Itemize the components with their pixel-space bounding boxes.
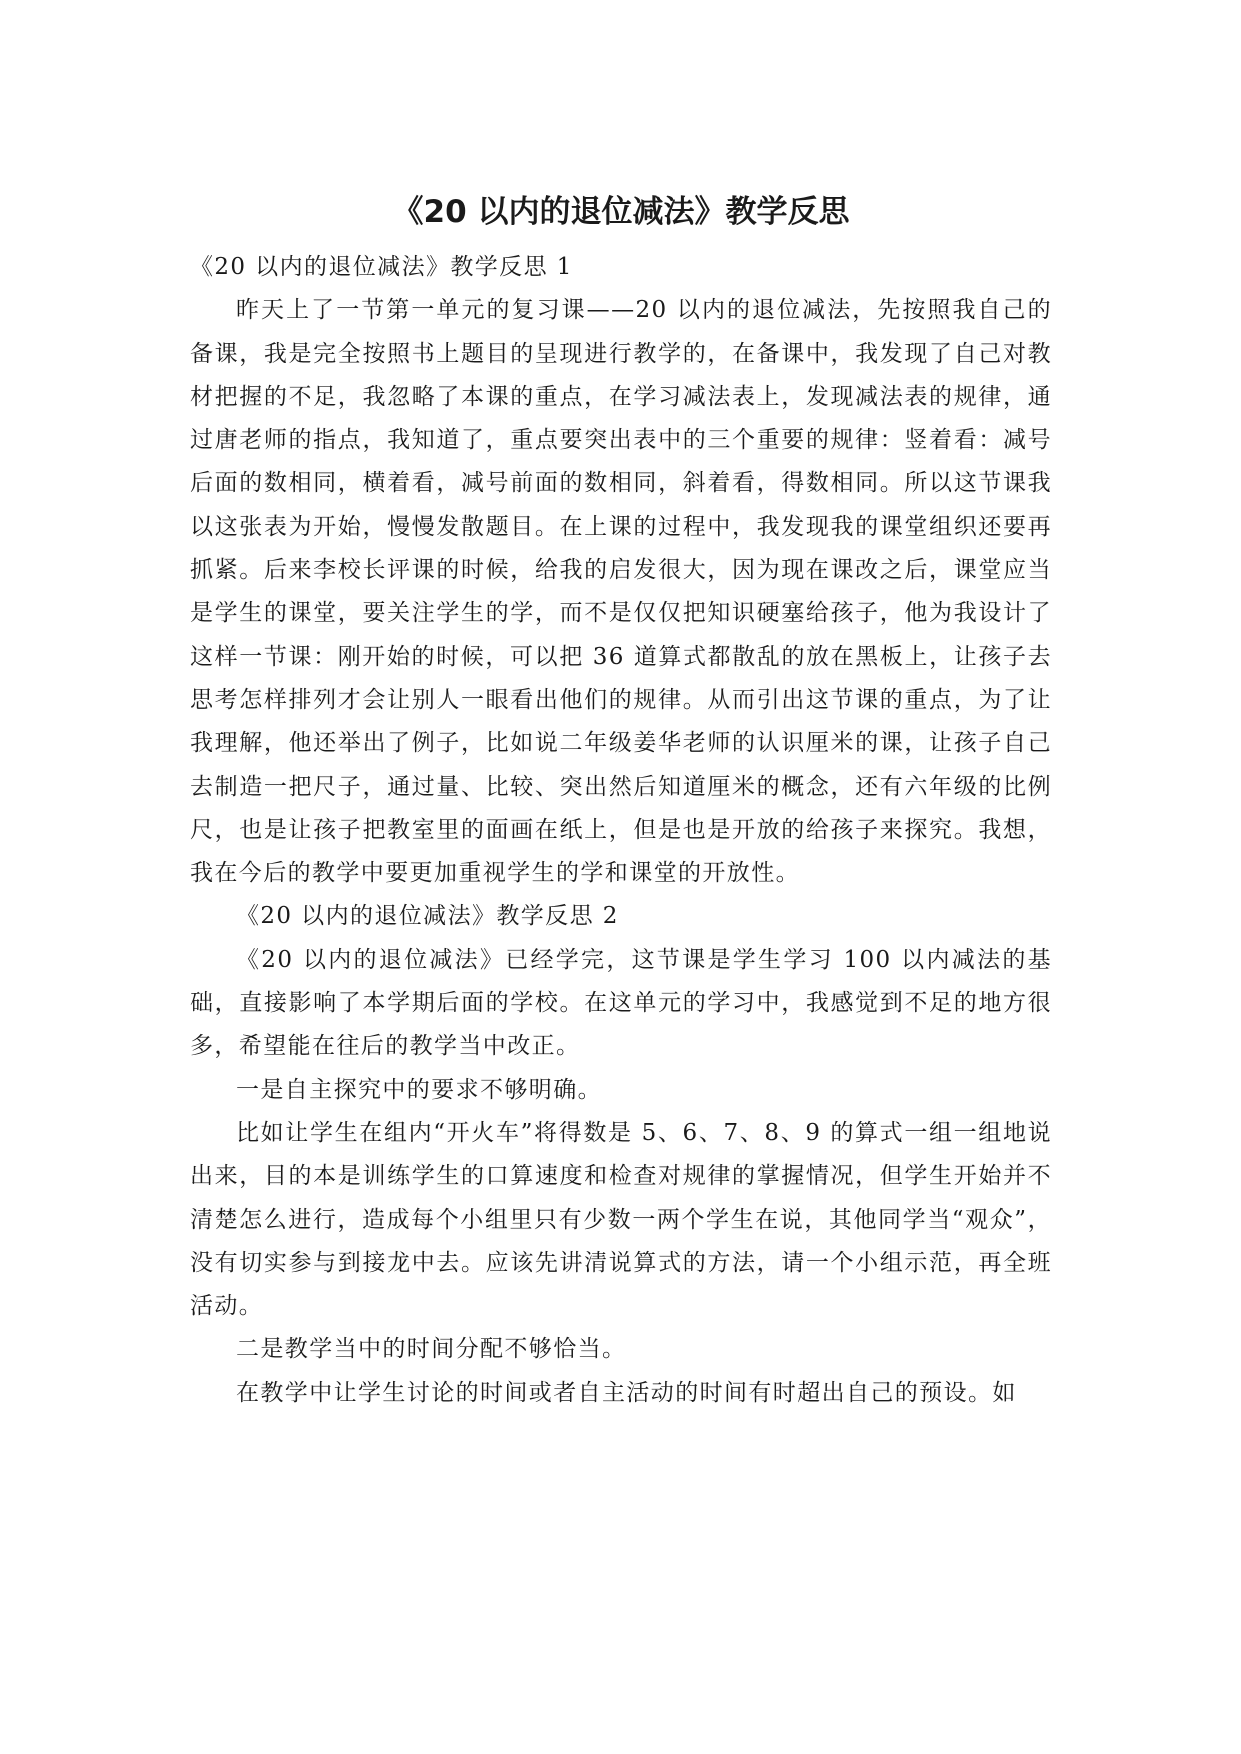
section-heading-2: 《20 以内的退位减法》教学反思 2	[236, 903, 619, 930]
body-paragraph: 昨天上了一节第一单元的复习课——20 以内的退位减法，先按照我自己的备课，我是完全按照书上题目的呈现进行教学的，在备课中，我发现了自己对教材把握的不足，我忽略了本课的重点，在学习减法表上，发现减法表的规律，通过唐老师的指点，我知道了，重点要突出表中的三个重要的规律：竖着看：减号后面的数相同，横着看，减号前面的数相同，斜着看，得数相同。所以这节课我以这张表为开始，慢慢发散题目。在上课的过程中，我发现我的课堂组织还要再抓紧。后来李校长评课的时候，给我的启发很大，因为现在课改之后，课堂应当是学生的课堂，要关注学生的学，而不是仅仅把知识硬塞给孩子，他为我设计了这样一节课：刚开始的时候，可以把 36 道算式都散乱的放在黑板上，让孩子去思考怎样排列才会让别人一眼看出他们的规律。从而引出这节课的重点，为了让我理解，他还举出了例子，比如说二年级姜华老师的认识厘米的课，让孩子自己去制造一把尺子，通过量、比较、突出然后知道厘米的概念，还有六年级的比例尺，也是让孩子把教室里的面画在纸上，但是也是开放的给孩子来探究。我想，我在今后的教学中要更加重视学生的学和课堂的开放性。	[190, 297, 1052, 887]
document-content	[190, 190, 1052, 1415]
body-paragraph: 《20 以内的退位减法》已经学完，这节课是学生学习 100 以内减法的基础，直接影响了本学期后面的学校。在这单元的学习中，我感觉到不足的地方很多，希望能在往后的教学当中改正。	[190, 946, 1052, 1060]
section-heading-1: 《20 以内的退位减法》教学反思 1	[190, 254, 573, 280]
document-title: 《20 以内的退位减法》教学反思	[392, 194, 850, 230]
body-paragraph: 二是教学当中的时间分配不够恰当。	[236, 1336, 627, 1363]
body-paragraph: 比如让学生在组内“开火车”将得数是 5、6、7、8、9 的算式一组一组地说出来，目的本是训练学生的口算速度和检查对规律的掌握情况，但学生开始并不清楚怎么进行，造成每个小组里只有少数一两个学生在说，其他同学当“观众”，没有切实参与到接龙中去。应该先讲清说算式的方法，请一个小组示范，再全班活动。	[190, 1119, 1052, 1320]
body-paragraph: 一是自主探究中的要求不够明确。	[236, 1076, 602, 1103]
body-paragraph: 在教学中让学生讨论的时间或者自主活动的时间有时超出自己的预设。如	[236, 1379, 1017, 1406]
